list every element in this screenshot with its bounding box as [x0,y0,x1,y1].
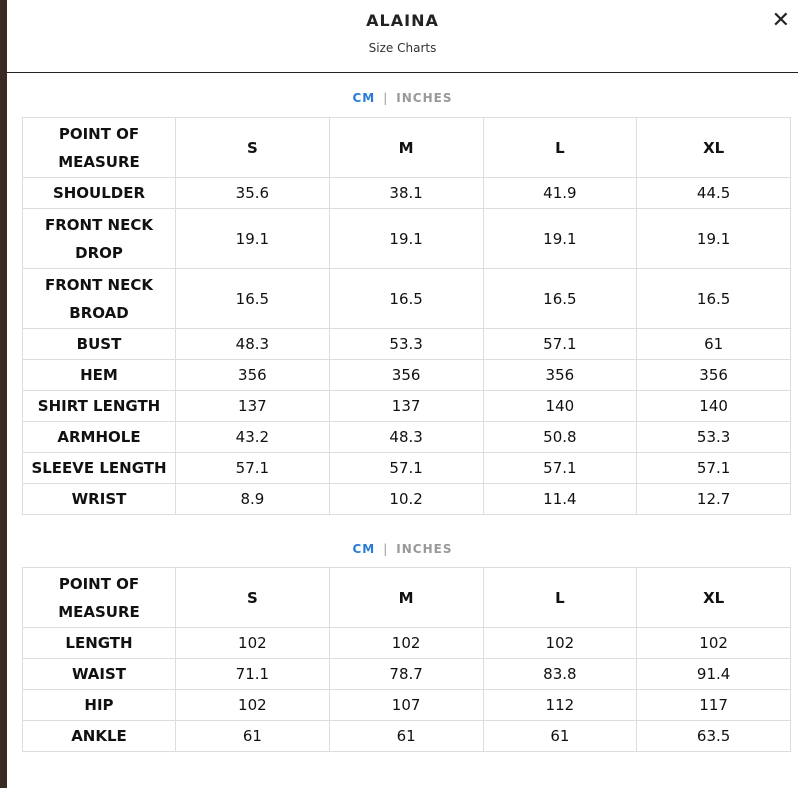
column-header: M [329,568,483,628]
row-label: BUST [23,329,176,360]
table-cell: 19.1 [637,209,791,269]
column-header: M [329,118,483,178]
row-label: LENGTH [23,628,176,659]
column-header: POINT OF MEASURE [23,118,176,178]
unit-cm-button[interactable]: CM [352,91,376,105]
table-cell: 83.8 [483,659,637,690]
row-label: WAIST [23,659,176,690]
unit-toggle-bottom [7,542,798,556]
table-cell: 8.9 [176,484,330,515]
table-cell: 61 [637,329,791,360]
row-label: WRIST [23,484,176,515]
row-label: HEM [23,360,176,391]
table-row [23,484,791,515]
column-header: POINT OF MEASURE [23,568,176,628]
product-title: ALAINA [366,11,439,30]
table-cell: 102 [329,628,483,659]
table-header-row [23,118,791,178]
table-row [23,269,791,329]
column-header: S [176,118,330,178]
table-cell: 50.8 [483,422,637,453]
table-cell: 107 [329,690,483,721]
column-header: XL [637,568,791,628]
unit-separator: | [383,91,389,105]
table-cell: 10.2 [329,484,483,515]
column-header: XL [637,118,791,178]
table-row [23,453,791,484]
table-cell: 140 [483,391,637,422]
table-cell: 19.1 [483,209,637,269]
table-cell: 16.5 [483,269,637,329]
table-cell: 61 [483,721,637,752]
table-row [23,659,791,690]
table-cell: 57.1 [483,329,637,360]
row-label: SHIRT LENGTH [23,391,176,422]
column-header: L [483,118,637,178]
table-cell: 48.3 [176,329,330,360]
table-cell: 63.5 [637,721,791,752]
table-cell: 102 [483,628,637,659]
unit-cm-button[interactable]: CM [352,542,376,556]
table-cell: 61 [176,721,330,752]
table-cell: 38.1 [329,178,483,209]
table-cell: 53.3 [637,422,791,453]
unit-toggle-top [7,91,798,105]
table-cell: 112 [483,690,637,721]
table-cell: 16.5 [637,269,791,329]
table-cell: 43.2 [176,422,330,453]
table-cell: 356 [176,360,330,391]
table-row [23,209,791,269]
unit-inches-button[interactable]: INCHES [396,91,453,105]
unit-inches-button[interactable]: INCHES [396,542,453,556]
row-label: ANKLE [23,721,176,752]
table-cell: 102 [176,628,330,659]
table-row [23,329,791,360]
table-cell: 19.1 [329,209,483,269]
table-cell: 12.7 [637,484,791,515]
table-row [23,422,791,453]
column-header: L [483,568,637,628]
row-label: FRONT NECK BROAD [23,269,176,329]
table-cell: 16.5 [176,269,330,329]
table-cell: 11.4 [483,484,637,515]
unit-separator: | [383,542,389,556]
row-label: ARMHOLE [23,422,176,453]
table-cell: 137 [329,391,483,422]
table-cell: 140 [637,391,791,422]
table-cell: 102 [637,628,791,659]
row-label: SHOULDER [23,178,176,209]
table-cell: 137 [176,391,330,422]
row-label: SLEEVE LENGTH [23,453,176,484]
table-cell: 57.1 [176,453,330,484]
table-cell: 53.3 [329,329,483,360]
table-row [23,391,791,422]
column-header: S [176,568,330,628]
table-cell: 57.1 [483,453,637,484]
table-row [23,690,791,721]
row-label: HIP [23,690,176,721]
table-header-row [23,568,791,628]
table-row [23,721,791,752]
table-cell: 16.5 [329,269,483,329]
table-cell: 356 [483,360,637,391]
modal-subtitle: Size Charts [368,41,437,55]
table-cell: 35.6 [176,178,330,209]
table-row [23,178,791,209]
table-cell: 57.1 [329,453,483,484]
table-cell: 117 [637,690,791,721]
table-cell: 44.5 [637,178,791,209]
table-cell: 57.1 [637,453,791,484]
table-cell: 61 [329,721,483,752]
table-cell: 102 [176,690,330,721]
table-cell: 356 [637,360,791,391]
table-cell: 41.9 [483,178,637,209]
close-icon[interactable]: ✕ [771,8,790,33]
table-cell: 71.1 [176,659,330,690]
table-cell: 78.7 [329,659,483,690]
modal-header [7,0,798,73]
table-cell: 19.1 [176,209,330,269]
table-cell: 48.3 [329,422,483,453]
table-row [23,628,791,659]
size-table-top [22,117,791,515]
table-row [23,360,791,391]
table-cell: 91.4 [637,659,791,690]
table-cell: 356 [329,360,483,391]
row-label: FRONT NECK DROP [23,209,176,269]
size-table-bottom [22,567,791,752]
size-chart-modal [7,0,798,788]
